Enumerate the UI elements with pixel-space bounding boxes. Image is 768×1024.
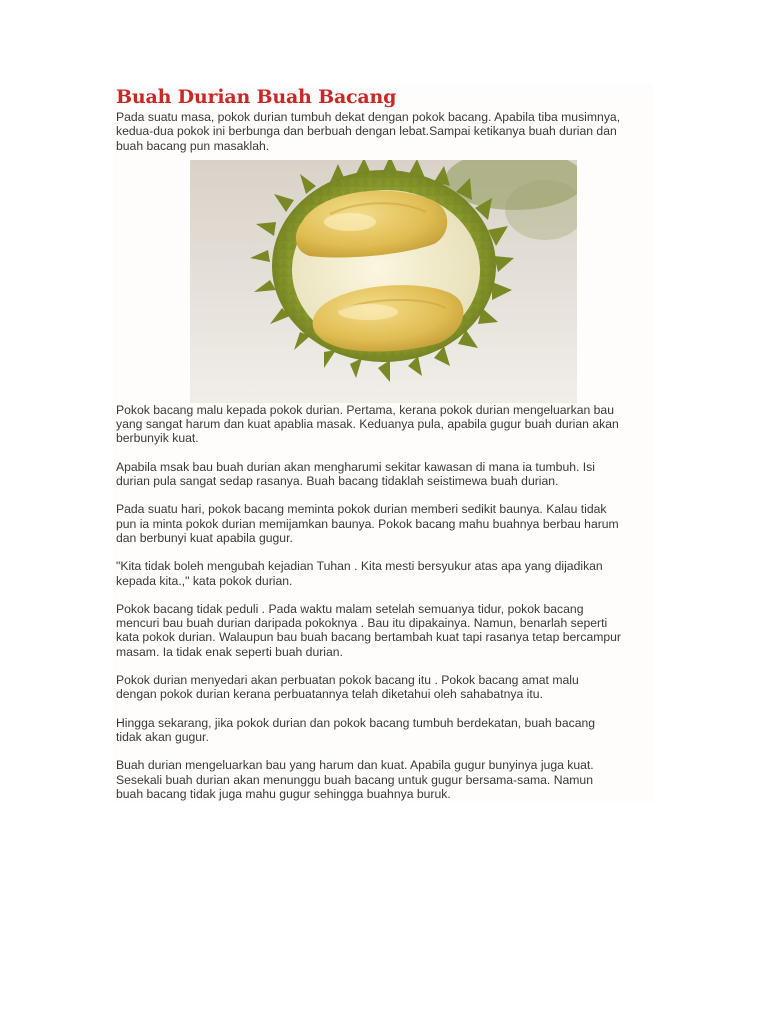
paragraph-2: Apabila msak bau buah durian akan mengharumi sekitar kawasan di mana ia tumbuh. Isi durian pula sangat sedap rasanya. Buah bacang tidaklah seistimewa buah durian. [116,459,595,489]
paragraph-4: "Kita tidak boleh mengubah kejadian Tuhan . Kita mesti bersyukur atas apa yang dijadikan kepada kita.," kata pokok durian. [116,559,603,588]
durian-photo [190,160,577,403]
paragraph-7: Hingga sekarang, jika pokok durian dan pokok bacang tumbuh berdekatan, buah bacang tidak akan gugur. [116,715,596,744]
paragraph-6: Pokok durian menyedari akan perbuatan pokok bacang itu . Pokok bacang amat malu dengan pokok durian kerana perbuatannya telah diketahui oleh sahabatnya itu. [116,673,579,702]
document-page [113,84,653,802]
paragraph-1: Pokok bacang malu kepada pokok durian. Pertama, kerana pokok durian mengeluarkan bau yang sangat harum dan kuat apablia masak. Keduanya pula, apabila gugur buah durian akan berbunyik kuat. [116,402,619,446]
article-title: Buah Durian Buah Bacang [116,86,397,108]
paragraph-5: Pokok bacang tidak peduli . Pada waktu malam setelah semuanya tidur, pokok bacang mencuri bau buah durian daripada pokoknya . Bau itu dipakainya. Namun, benarlah seperti kata pokok durian. Walaupun bau buah bacang bertambah kuat tapi rasanya tetap bercampur masam. Ia tidak enak seperti buah durian. [116,601,621,659]
paragraph-3: Pada suatu hari, pokok bacang meminta pokok durian memberi sedikit baunya. Kalau tidak pun ia minta pokok durian memijamkan baunya. Pokok bacang mahu buahnya berbau harum dan berbunyi kuat apabila gugur. [116,502,619,545]
paragraph-8: Buah durian mengeluarkan bau yang harum dan kuat. Apabila gugur bunyinya juga kuat. Sesekali buah durian akan menunggu buah bacang untuk gugur bersama-sama. Namun buah bacang tidak juga mahu gugur sehingga buahnya buruk. [116,758,594,801]
paragraph-intro: Pada suatu masa, pokok durian tumbuh dekat dengan pokok bacang. Apabila tiba musimnya, kedua-dua pokok ini berbunga dan berbuah dengan lebat.Sampai ketikanya buah durian dan buah bacang pun masaklah. [116,110,621,153]
